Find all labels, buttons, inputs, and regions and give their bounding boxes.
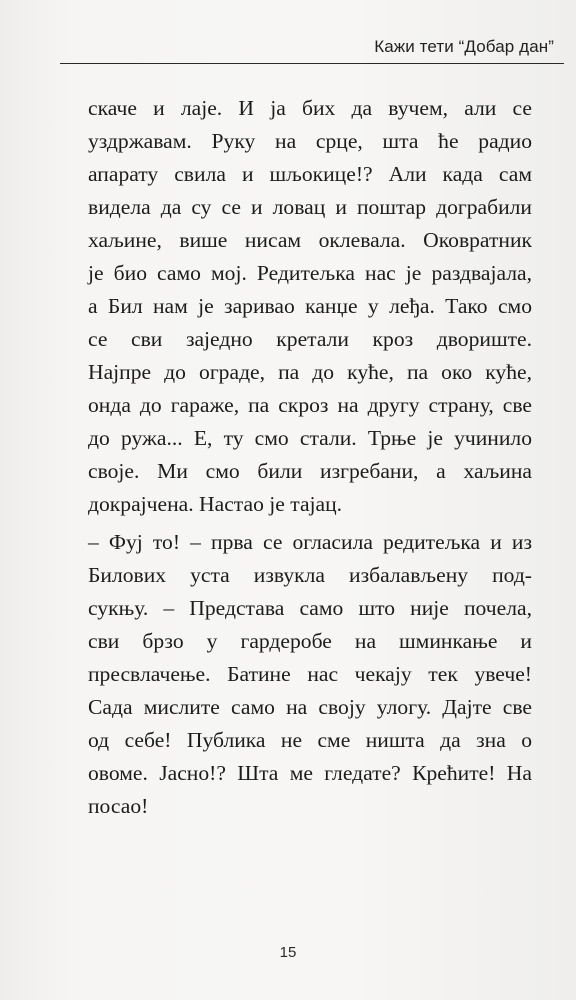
running-header	[60, 0, 564, 64]
page-number: 15	[279, 944, 297, 961]
text-line: од себе! Публика не сме ништа да зна о	[88, 728, 532, 752]
text-line: скаче и лаје. И ја бих да вучем, али се	[88, 96, 532, 120]
text-line: Сада мислите само на своју улогу. Дајте све	[88, 695, 532, 719]
text-line: сви брзо у гардеробе на шминкање и	[88, 629, 532, 653]
text-line: је био само мој. Редитељка нас је раздвајала,	[88, 261, 532, 285]
text-line: онда до гараже, па скроз на другу страну, све	[88, 393, 532, 417]
text-line: Билових уста извукла избалављену под-	[88, 563, 532, 587]
text-line: Најпре до ограде, па до куће, па око куће,	[88, 360, 532, 384]
text-line: посао!	[88, 794, 149, 818]
text-line: видела да су се и ловац и поштар дограбили	[88, 195, 532, 219]
text-line: до ружа... Е, ту смо стали. Трње је учинило	[88, 426, 532, 450]
text-line: сукњу. – Представа само што није почела,	[88, 596, 532, 620]
text-line: докрајчена. Настао је тајац.	[88, 492, 343, 516]
text-line: апарату свила и шљокице!? Али када сам	[88, 162, 532, 186]
text-line: овоме. Јасно!? Шта ме гледате? Крећите! На	[88, 761, 532, 785]
text-line: своје. Ми смо били изгребани, а хаљина	[88, 459, 532, 483]
text-line: уздржавам. Руку на срце, шта ће радио	[88, 129, 532, 153]
text-line: а Бил нам је заривао канџе у леђа. Тако смо	[88, 294, 532, 318]
paragraph-1	[88, 92, 532, 521]
text-line: хаљине, више нисам оклевала. Оковратник	[88, 228, 532, 252]
text-line: – Фуј то! – прва се огласила редитељка и из	[88, 530, 532, 554]
paragraph-2	[88, 526, 532, 823]
text-line: се сви заједно кретали кроз двориште.	[88, 327, 532, 351]
body-text	[88, 92, 532, 823]
text-line: пресвлачење. Батине нас чекају тек увече!	[88, 662, 532, 686]
running-header-title: Кажи тети “Добар дан”	[374, 37, 554, 56]
